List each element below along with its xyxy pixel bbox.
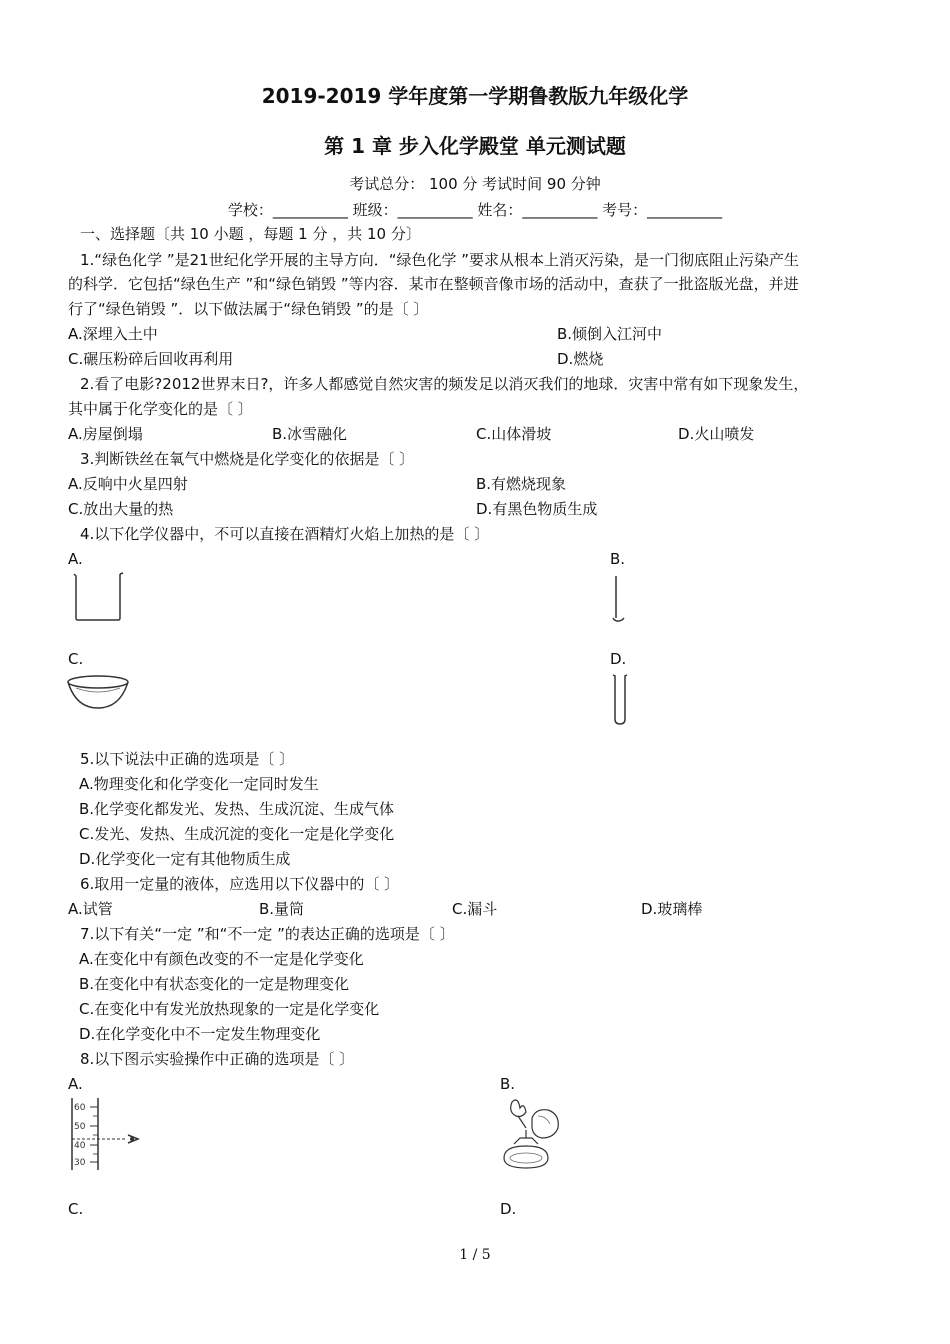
q3-option-a: A.反响中火星四射	[68, 475, 188, 493]
document-title: 2019-2019 学年度第一学期鲁教版九年级化学	[261, 84, 689, 108]
alcohol-lamp-image	[498, 1096, 568, 1172]
cylinder-tick-50: 50	[74, 1122, 86, 1132]
q5-option-d: D.化学变化一定有其他物质生成	[79, 850, 291, 868]
q3-text-line1: 3.判断铁丝在氧气中燃烧是化学变化的依据是〔 〕	[80, 450, 415, 468]
q1-option-d: D.燃烧	[557, 350, 604, 368]
q6-option-d: D.玻璃棒	[641, 900, 703, 918]
q7-option-d: D.在化学变化中不一定发生物理变化	[79, 1025, 321, 1043]
section-heading: 一、选择题〔共 10 小题 ，每题 1 分 ，共 10 分〕	[80, 225, 421, 243]
student-info: 学校：__________ 班级：__________ 姓名：__________ 考号：__________	[227, 201, 723, 219]
test-tube-image	[610, 673, 630, 727]
q5-option-a: A.物理变化和化学变化一定同时发生	[79, 775, 319, 793]
cylinder-reading-image	[70, 1098, 150, 1172]
q1-option-b: B.倾倒入江河中	[557, 325, 663, 343]
q8-option-b: B.	[500, 1075, 516, 1093]
evaporating-dish-image	[66, 672, 132, 712]
document-subtitle: 第 1 章 步入化学殿堂 单元测试题	[324, 134, 626, 158]
beaker-image	[70, 572, 126, 622]
q3-option-d: D.有黑色物质生成	[476, 500, 598, 518]
exam-info: 考试总分： 100 分 考试时间 90 分钟	[349, 175, 601, 193]
q7-option-b: B.在变化中有状态变化的一定是物理变化	[79, 975, 350, 993]
q7-text-line1: 7.以下有关“一定 ”和“不一定 ”的表达正确的选项是〔 〕	[80, 925, 455, 943]
q8-option-c: C.	[68, 1200, 84, 1218]
cylinder-tick-40: 40	[74, 1141, 86, 1151]
q6-text-line1: 6.取用一定量的液体，应选用以下仪器中的〔 〕	[80, 875, 400, 893]
q1-option-c: C.碾压粉碎后回收再利用	[68, 350, 234, 368]
q1-text-line1: 1.“绿色化学 ”是21世纪化学开展的主导方向．“绿色化学 ”要求从根本上消灭污染，是一门彻底阻止污染产生	[80, 251, 800, 269]
q6-option-a: A.试管	[68, 900, 113, 918]
q6-option-c: C.漏斗	[452, 900, 498, 918]
q4-option-d: D.	[610, 650, 627, 668]
q5-option-b: B.化学变化都发光、发热、生成沉淀、生成气体	[79, 800, 395, 818]
q2-text-line1: 2.看了电影?2012世界末日?，许多人都感觉自然灾害的频发足以消灭我们的地球．灾害中常有如下现象发生，	[80, 375, 809, 393]
q1-option-a: A.深埋入土中	[68, 325, 158, 343]
q1-text-line3: 行了“绿色销毁 ”．以下做法属于“绿色销毁 ”的是〔 〕	[68, 300, 429, 318]
q8-option-a: A.	[68, 1075, 83, 1093]
q3-option-c: C.放出大量的热	[68, 500, 174, 518]
q1-text-line2: 的科学．它包括“绿色生产 ”和“绿色销毁 ”等内容．某市在整顿音像市场的活动中，查获了一批盗版光盘，并进	[68, 275, 799, 293]
q2-option-d: D.火山喷发	[678, 425, 755, 443]
cylinder-tick-60: 60	[74, 1103, 86, 1113]
q4-option-a: A.	[68, 550, 83, 568]
q4-option-c: C.	[68, 650, 84, 668]
q8-option-d: D.	[500, 1200, 517, 1218]
q2-option-c: C.山体滑坡	[476, 425, 552, 443]
q8-text-line1: 8.以下图示实验操作中正确的选项是〔 〕	[80, 1050, 355, 1068]
q2-option-a: A.房屋倒塌	[68, 425, 143, 443]
q7-option-a: A.在变化中有颜色改变的不一定是化学变化	[79, 950, 364, 968]
q5-text-line1: 5.以下说法中正确的选项是〔 〕	[80, 750, 295, 768]
q2-text-line2: 其中属于化学变化的是〔 〕	[68, 400, 253, 418]
q5-option-c: C.发光、发热、生成沉淀的变化一定是化学变化	[79, 825, 395, 843]
q7-option-c: C.在变化中有发光放热现象的一定是化学变化	[79, 1000, 380, 1018]
q4-text-line1: 4.以下化学仪器中，不可以直接在酒精灯火焰上加热的是〔 〕	[80, 525, 490, 543]
page-number: 1 / 5	[459, 1247, 491, 1263]
q4-option-b: B.	[610, 550, 626, 568]
cylinder-tick-30: 30	[74, 1158, 86, 1168]
q3-option-b: B.有燃烧现象	[476, 475, 567, 493]
q6-option-b: B.量筒	[259, 900, 305, 918]
q2-option-b: B.冰雪融化	[272, 425, 348, 443]
combustion-spoon-image	[610, 574, 630, 626]
